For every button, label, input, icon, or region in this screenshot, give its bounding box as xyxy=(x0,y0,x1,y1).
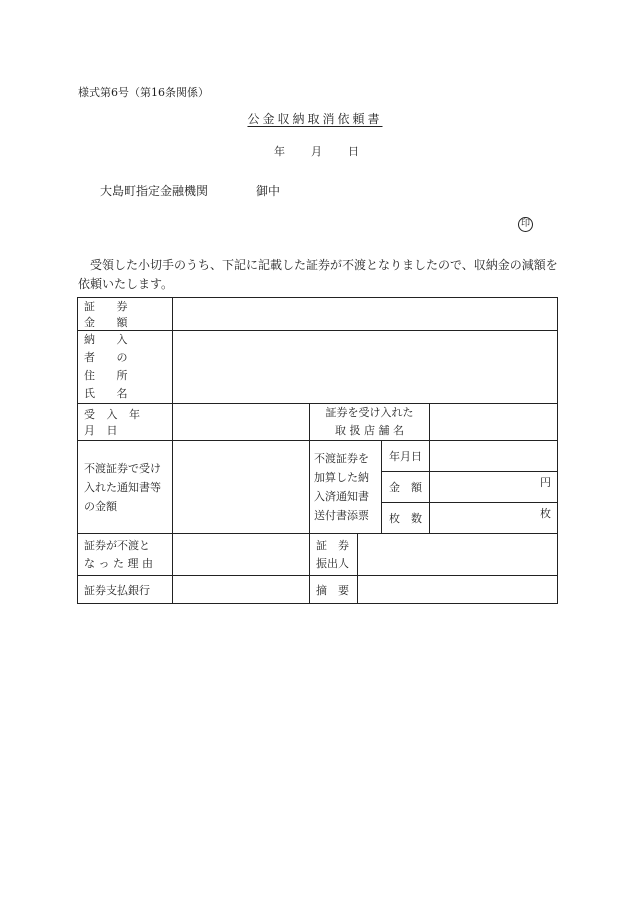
date-day: 日 xyxy=(348,145,359,158)
received-date-field[interactable] xyxy=(173,404,310,441)
document-title-text: 公金収納取消依頼書 xyxy=(247,112,383,126)
issuer-label-1: 証 券 xyxy=(316,538,349,552)
request-form-table xyxy=(77,297,558,604)
dishonored-label-2: 入れた通知書等 xyxy=(84,480,161,494)
payer-label xyxy=(78,331,173,404)
bank-field[interactable] xyxy=(173,576,310,604)
ymd-label: 年月日 xyxy=(382,441,430,472)
summary-field[interactable] xyxy=(358,576,558,604)
addressee: 大島町指定金融機関 xyxy=(100,184,209,198)
body-text: 受領した小切手のうち、下記に記載した証券が不渡となりましたので、収納金の減額を依頼いたします。 xyxy=(78,258,558,291)
yen-unit: 円 xyxy=(540,476,552,489)
store-field[interactable] xyxy=(430,404,558,441)
payer-field[interactable] xyxy=(173,331,558,404)
sub-amount-label: 金 額 xyxy=(382,472,430,503)
reason-label-2: な っ た 理 由 xyxy=(84,556,153,570)
honorific: 御中 xyxy=(256,184,281,198)
dishonored-amount-field[interactable] xyxy=(173,441,310,534)
sub-amount-field[interactable] xyxy=(430,472,558,503)
added-label-2: 加算した納 xyxy=(314,471,369,484)
count-field[interactable] xyxy=(430,503,558,534)
reason-field[interactable] xyxy=(173,534,310,576)
date-line xyxy=(274,143,359,159)
added-label-3: 入済通知書 xyxy=(314,490,369,503)
dishonored-label xyxy=(78,441,173,534)
summary-label: 摘 要 xyxy=(310,576,358,604)
amount-field[interactable] xyxy=(173,298,558,331)
store-label xyxy=(310,404,430,441)
payer-label-2: 住 所 氏 名 xyxy=(84,369,137,400)
added-label-1: 不渡証券を xyxy=(314,452,369,465)
dishonored-label-3: の金額 xyxy=(84,499,117,513)
count-unit: 枚 xyxy=(540,507,552,520)
date-year: 年 xyxy=(274,145,285,158)
issuer-label-2: 振出人 xyxy=(316,556,349,570)
store-label-1: 証券を受け入れた xyxy=(325,406,414,419)
added-label xyxy=(310,441,382,534)
count-label: 枚 数 xyxy=(382,503,430,534)
store-label-2: 取 扱 店 舗 名 xyxy=(335,424,404,437)
amount-label: 証 券 金 額 xyxy=(78,298,173,331)
issuer-field[interactable] xyxy=(358,534,558,576)
payer-label-1: 納 入 者 の xyxy=(84,333,137,364)
received-date-label: 受 入 年 月 日 xyxy=(78,404,173,441)
issuer-label xyxy=(310,534,358,576)
form-number: 様式第6号（第16条関係） xyxy=(78,86,209,99)
reason-label-1: 証券が不渡と xyxy=(84,538,150,552)
added-label-4: 送付書添票 xyxy=(314,509,369,522)
dishonored-label-1: 不渡証券で受け xyxy=(84,461,161,475)
reason-label xyxy=(78,534,173,576)
seal-mark: 印 xyxy=(518,217,533,232)
date-month: 月 xyxy=(311,145,322,158)
bank-label: 証券支払銀行 xyxy=(78,576,173,604)
ymd-field[interactable] xyxy=(430,441,558,472)
document-title xyxy=(0,110,630,127)
